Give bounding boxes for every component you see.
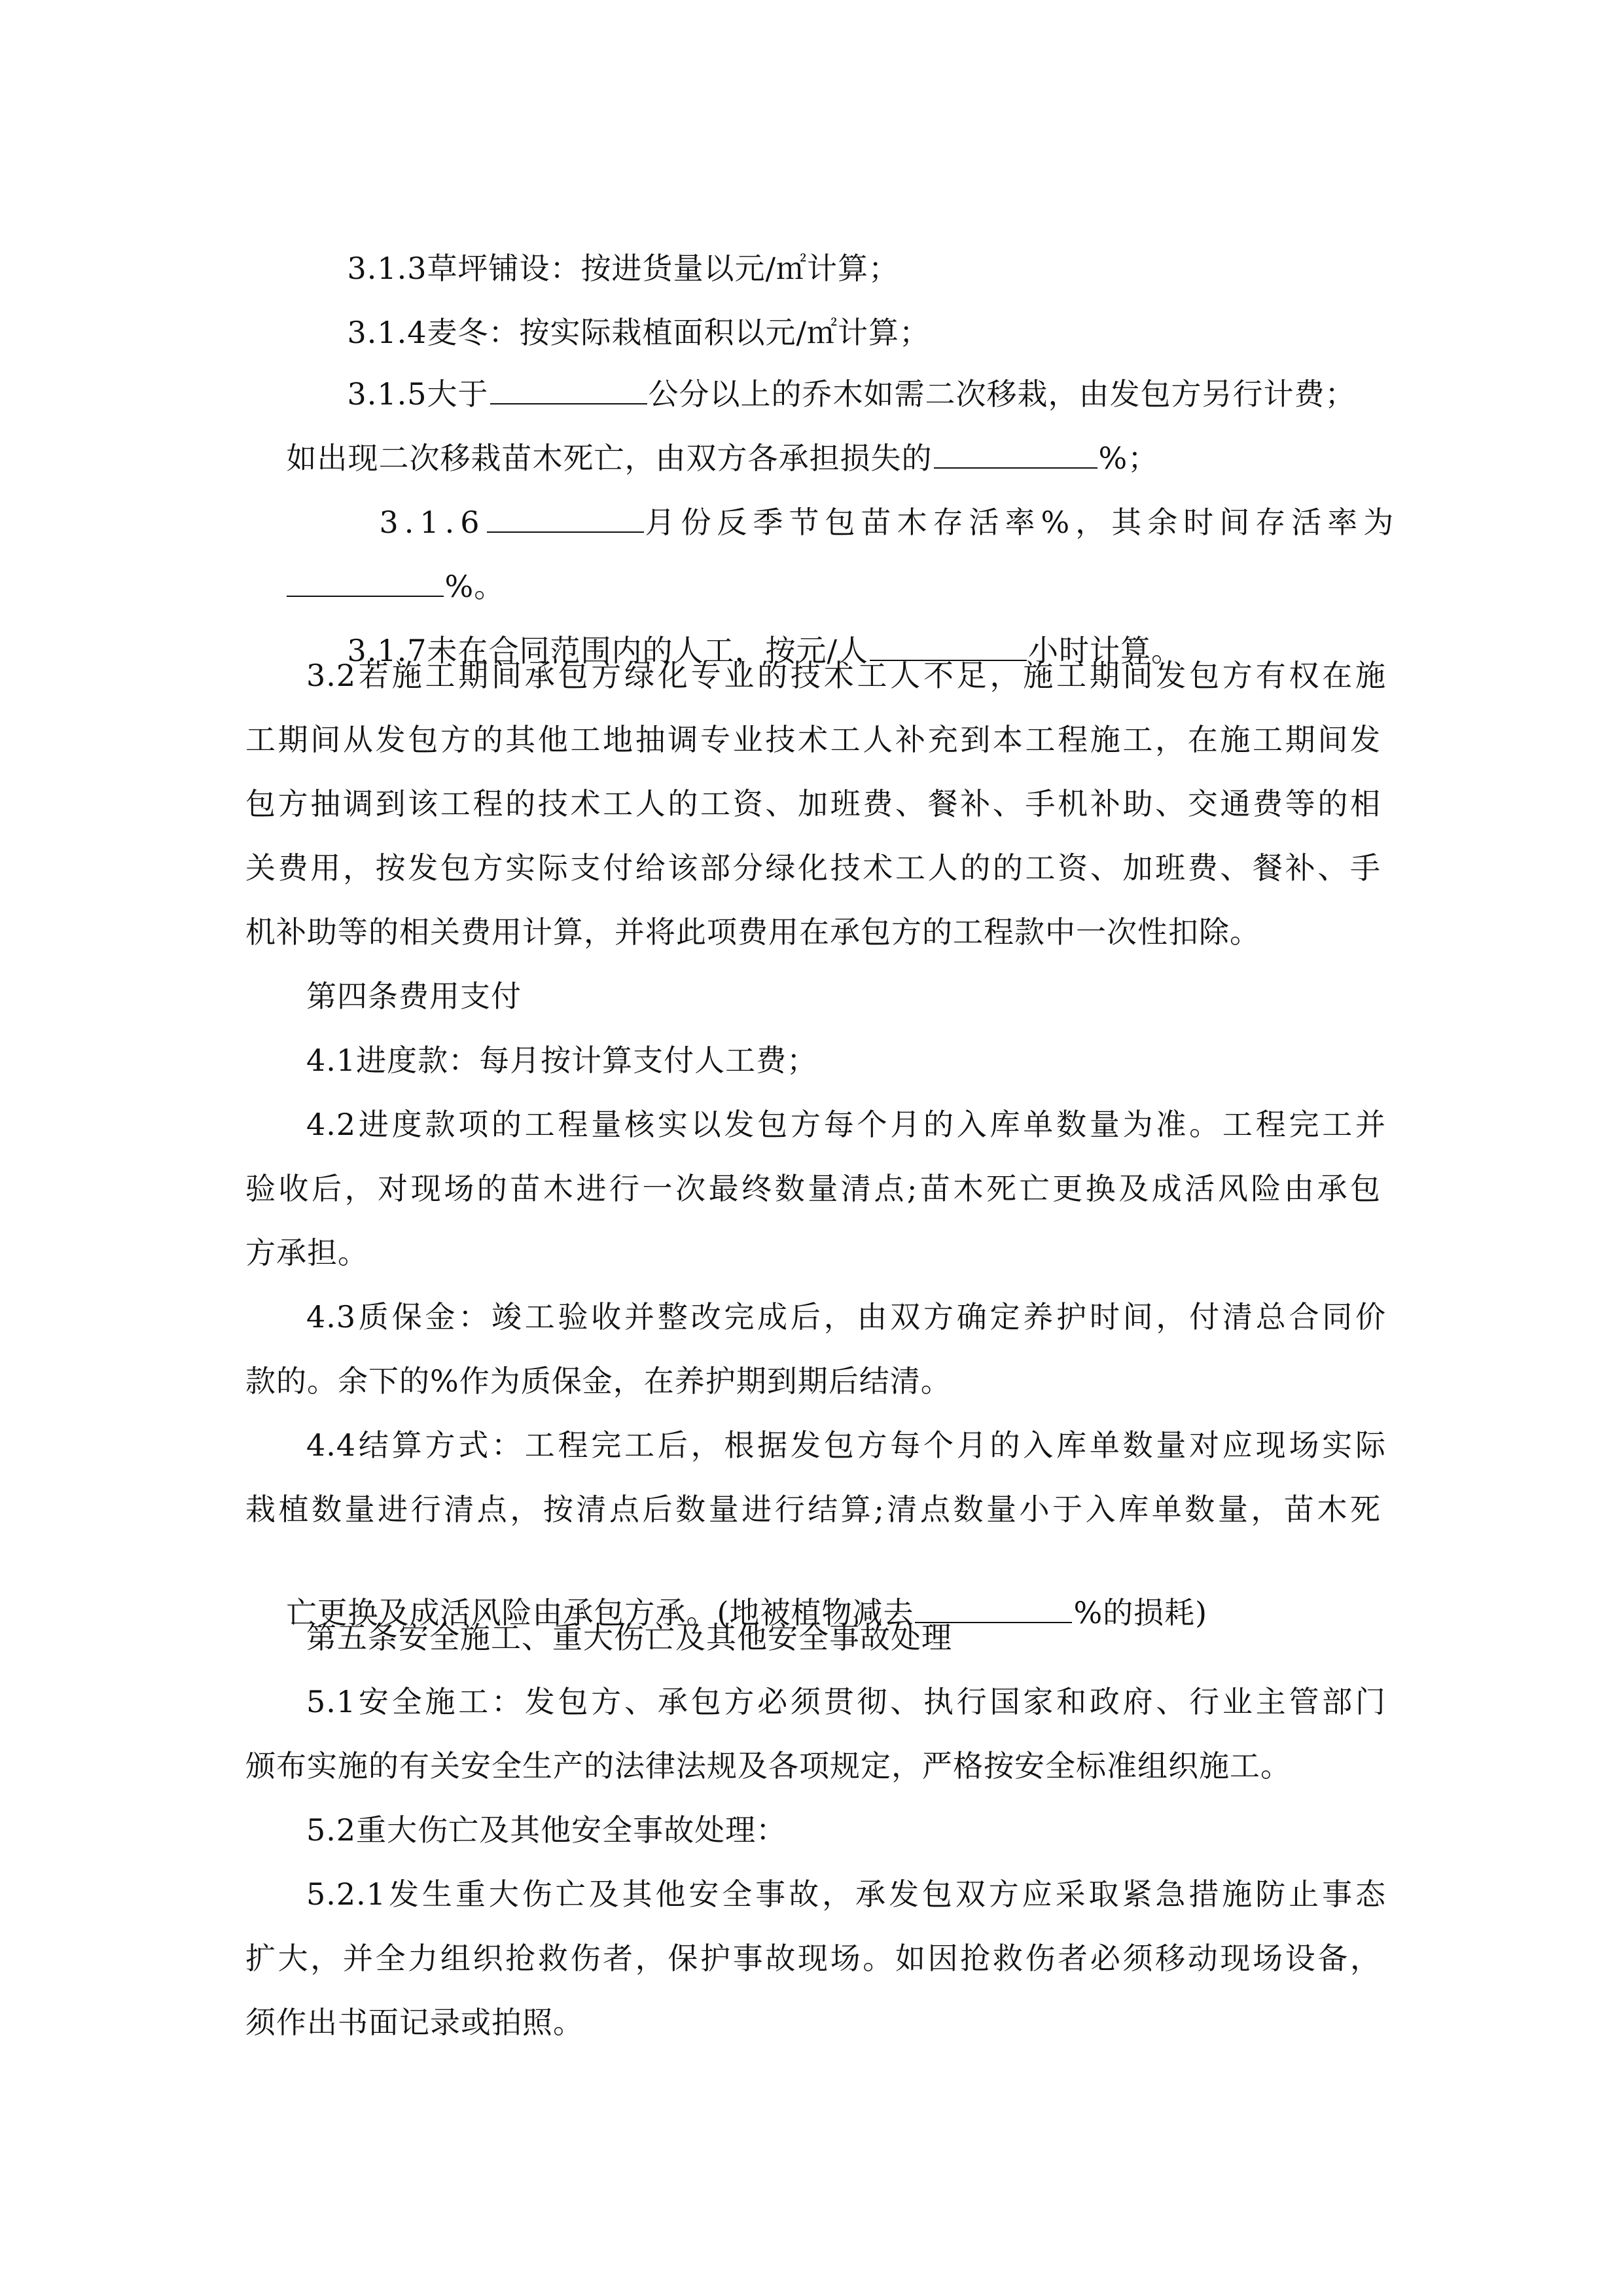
clause-5-2 — [306, 1810, 787, 1850]
clause-text: 验收后，对现场的苗木进行一次最终数量清点;苗木死亡更换及成活风险由承包 — [245, 1171, 1381, 1206]
clause-text: 月份反季节包苗木存活率%，其余时间存活率为 — [645, 505, 1400, 540]
clause-text: 3.1.6 — [379, 505, 486, 540]
heading-text: 第四条费用支付 — [306, 978, 522, 1014]
clause-text: 工期间从发包方的其他工地抽调专业技术工人补充到本工程施工，在施工期间发 — [245, 722, 1381, 757]
clause-5-2-1-line1 — [306, 1874, 1386, 1914]
clause-4-4-line2 — [245, 1490, 1381, 1529]
clause-text: 3.1.5大于 — [347, 376, 489, 412]
clause-text: 3.1.7未在合同范围内的人工，按元/人 — [347, 633, 869, 668]
clause-text: 4.2进度款项的工程量核实以发包方每个月的入库单数量为准。工程完工并 — [306, 1107, 1386, 1142]
clause-4-2-line2 — [245, 1169, 1381, 1208]
clause-3-2-line5 — [245, 912, 1260, 952]
clause-3-2-line2 — [245, 720, 1381, 759]
clause-text: 机补助等的相关费用计算，并将此项费用在承包方的工程款中一次性扣除。 — [245, 914, 1260, 950]
clause-text: 须作出书面记录或拍照。 — [245, 2005, 584, 2040]
clause-text: 扩大，并全力组织抢救伤者，保护事故现场。如因抢救伤者必须移动现场设备， — [245, 1941, 1381, 1976]
clause-3-2-line1 — [306, 656, 1386, 695]
clause-text: %； — [1098, 440, 1159, 476]
clause-text: 款的。余下的%作为质保金，在养护期到期后结清。 — [245, 1363, 952, 1399]
clause-text: 亡更换及成活风险由承包方承。(地被植物减去 — [286, 1595, 914, 1630]
clause-text: 小时计算。 — [1028, 633, 1183, 668]
clause-text: 如出现二次移栽苗木死亡，由双方各承担损失的 — [286, 440, 933, 476]
clause-text: %的损耗) — [1073, 1595, 1208, 1630]
clause-text: 5.2.1发生重大伤亡及其他安全事故，承发包双方应采取紧急措施防止事态 — [306, 1876, 1386, 1912]
clause-text: 3.1.3草坪铺设：按进货量以元/㎡计算； — [347, 251, 900, 286]
article-4-heading — [306, 977, 522, 1016]
clause-text: 公分以上的乔木如需二次移栽，由发包方另行计费； — [648, 376, 1356, 412]
clause-text: 颁布实施的有关安全生产的法律法规及各项规定，严格按安全标准组织施工。 — [245, 1748, 1291, 1784]
clause-4-3-line1 — [306, 1297, 1386, 1336]
clause-4-1 — [306, 1041, 817, 1080]
clause-text: 3.1.4麦冬：按实际栽植面积以元/㎡计算； — [347, 315, 931, 350]
clause-4-3-line2 — [245, 1361, 952, 1401]
clause-3-2-line3 — [245, 784, 1381, 823]
clause-text: 5.2重大伤亡及其他安全事故处理： — [306, 1812, 787, 1848]
blank-underline — [487, 503, 644, 533]
clause-5-1-line2 — [245, 1746, 1291, 1785]
clause-text: 关费用，按发包方实际支付给该部分绿化技术工人的的工资、加班费、餐补、手 — [245, 850, 1381, 886]
clause-4-2-line1 — [306, 1105, 1386, 1144]
clause-4-4-line1 — [306, 1426, 1386, 1465]
article-5-heading — [306, 1618, 952, 1657]
document-page — [245, 0, 1400, 2296]
clause-3-2-line4 — [245, 848, 1381, 888]
clause-text: 4.1进度款：每月按计算支付人工费； — [306, 1043, 818, 1078]
clause-text: 包方抽调到该工程的技术工人的工资、加班费、餐补、手机补助、交通费等的相 — [245, 786, 1381, 821]
clause-text: 4.4结算方式：工程完工后，根据发包方每个月的入库单数量对应现场实际 — [306, 1427, 1386, 1463]
clause-text: 3.2若施工期间承包方绿化专业的技术工人不足，施工期间发包方有权在施 — [306, 658, 1386, 693]
clause-text: %。 — [444, 569, 505, 604]
clause-text: 栽植数量进行清点，按清点后数量进行结算;清点数量小于入库单数量，苗木死 — [245, 1492, 1381, 1527]
clause-text: 5.1安全施工：发包方、承包方必须贯彻、执行国家和政府、行业主管部门 — [306, 1684, 1386, 1719]
clause-text: 4.3质保金：竣工验收并整改完成后，由双方确定养护时间，付清总合同价 — [306, 1299, 1386, 1335]
clause-5-2-1-line2 — [245, 1939, 1381, 1978]
clause-text: 方承担。 — [245, 1235, 368, 1270]
clause-4-2-line3 — [245, 1233, 368, 1272]
heading-text: 第五条安全施工、重大伤亡及其他安全事故处理 — [306, 1620, 952, 1655]
clause-5-1-line1 — [306, 1682, 1386, 1721]
clause-5-2-1-line3 — [245, 2003, 584, 2042]
